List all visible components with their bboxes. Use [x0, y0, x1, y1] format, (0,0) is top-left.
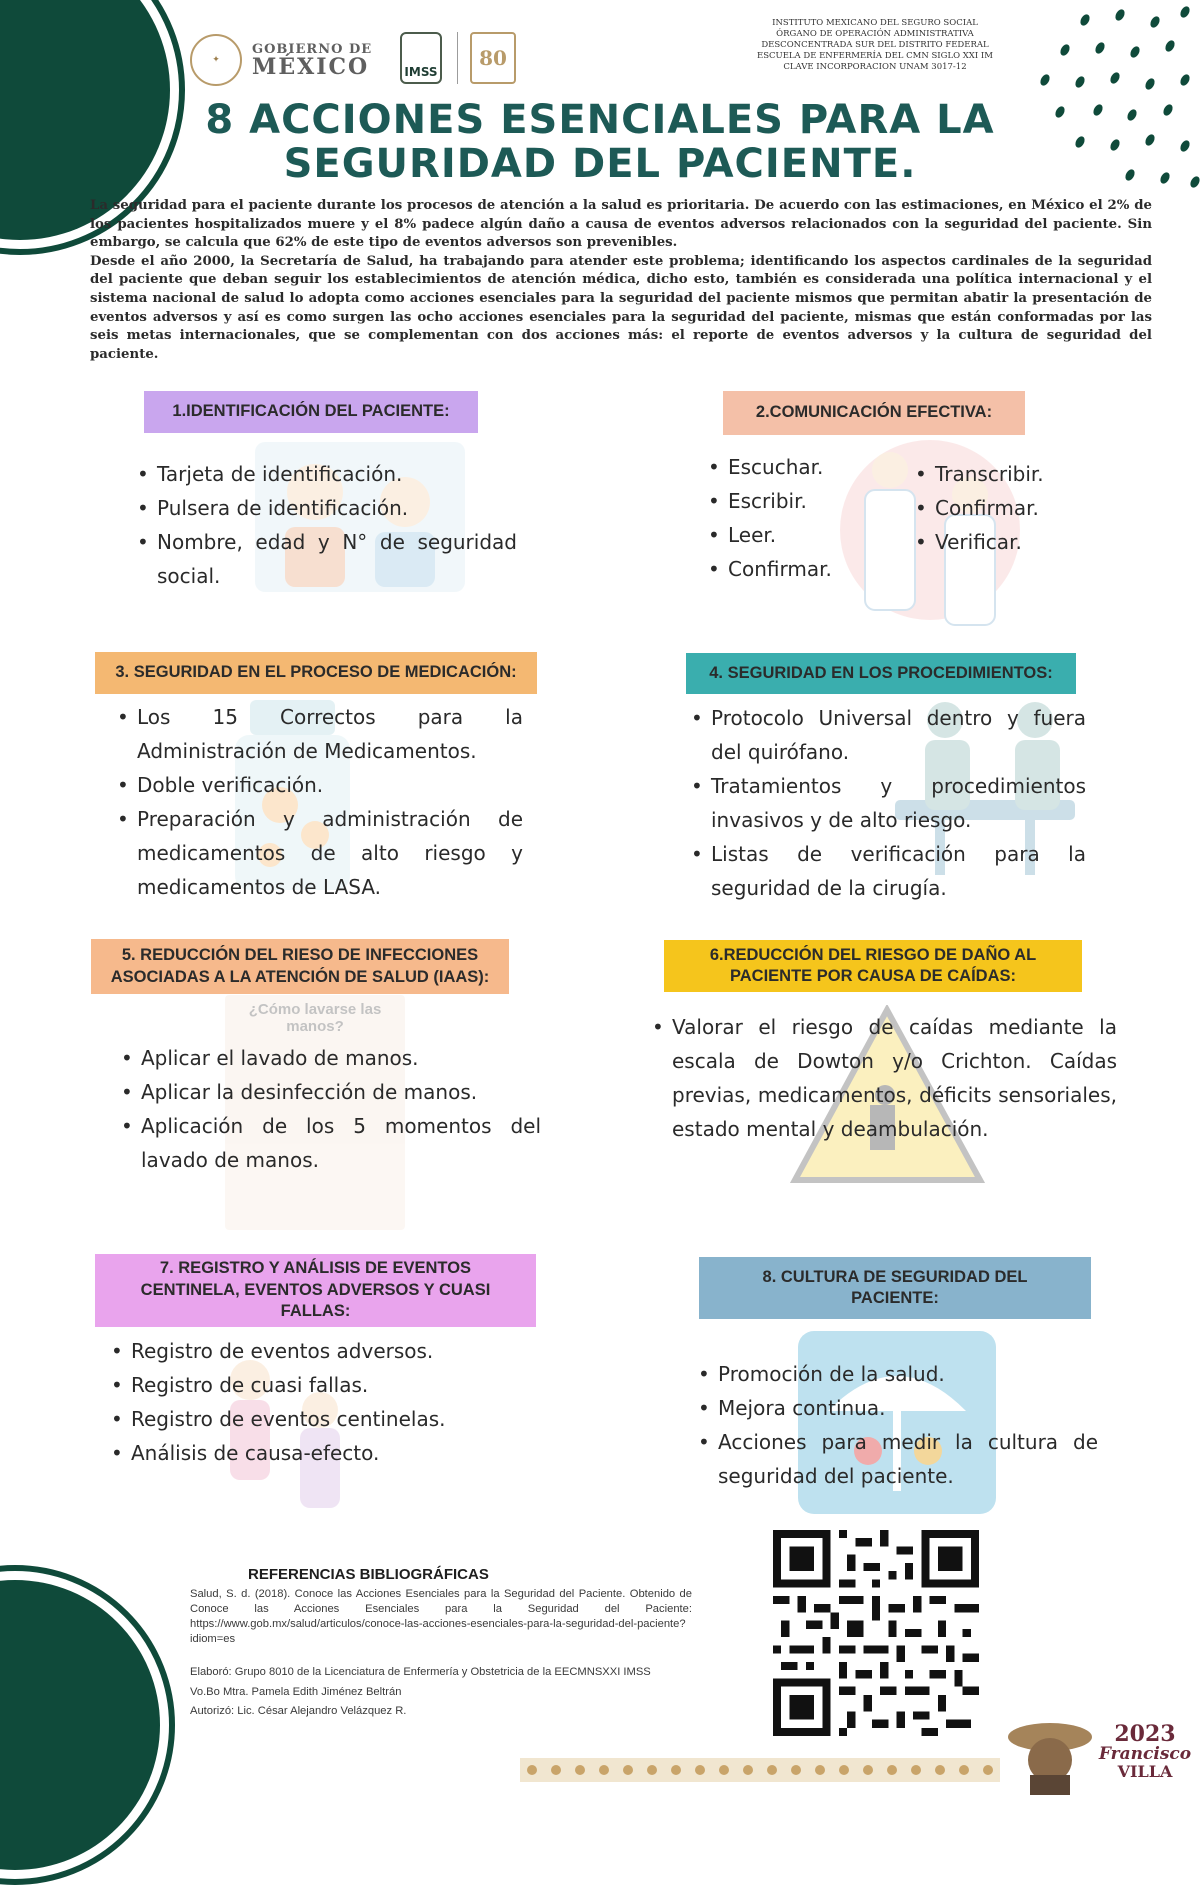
section-7-title-line-1: 7. REGISTRO Y ANÁLISIS DE EVENTOS — [159, 1259, 472, 1278]
list-item: • Mejora continua. — [698, 1391, 1098, 1425]
section-1-title: 1.IDENTIFICACIÓN DEL PACIENTE: — [172, 402, 450, 421]
list-item: • Preparación y administración de medicamentos de alto riesgo y medicamentos de LASA. — [117, 802, 523, 904]
credit-autorizo: Autorizó: Lic. César Alejandro Velázquez R. — [190, 1705, 407, 1718]
section-7-title-line-3: FALLAS: — [280, 1302, 351, 1321]
list-item: • Leer. — [708, 518, 888, 552]
institution-block — [730, 18, 1020, 73]
section-8-title-line-2: PACIENTE: — [851, 1289, 939, 1307]
list-item: • Nombre, edad y N° de seguridad social. — [137, 525, 517, 593]
list-item: • Listas de verificación para la seguridad de la cirugía. — [691, 837, 1086, 905]
list-item: • Acciones para medir la cultura de seguridad del paciente. — [698, 1425, 1098, 1493]
credit-elaboro: Elaboró: Grupo 8010 de la Licenciatura de Enfermería y Obstetricia de la EECMNSXXI IMSS — [190, 1666, 651, 1678]
section-6-title-line-1: 6.REDUCCIÓN DEL RIESGO DE DAÑO AL — [709, 945, 1037, 964]
institution-line: DESCONCENTRADA SUR DEL DISTRITO FEDERAL — [761, 40, 989, 51]
decorative-ring-bottom-left — [0, 1565, 175, 1885]
list-item: • Registro de eventos centinelas. — [111, 1402, 531, 1436]
section-3-title: 3. SEGURIDAD EN EL PROCESO DE MEDICACIÓN: — [115, 663, 517, 682]
list-item: • Escribir. — [708, 484, 888, 518]
logo-divider — [457, 32, 458, 84]
list-item: • Protocolo Universal dentro y fuera del quirófano. — [691, 701, 1086, 769]
list-item: • Aplicar el lavado de manos. — [121, 1041, 541, 1075]
list-item: • Promoción de la salud. — [698, 1357, 1098, 1391]
section-8-list — [698, 1357, 1098, 1493]
list-item: • Registro de cuasi fallas. — [111, 1368, 531, 1402]
list-item: • Registro de eventos adversos. — [111, 1334, 531, 1368]
gob-line-1: GOBIERNO DE — [252, 41, 373, 57]
institution-line: ÓRGANO DE OPERACIÓN ADMINISTRATIVA — [776, 29, 974, 40]
section-8-title-line-1: 8. CULTURA DE SEGURIDAD DEL — [762, 1267, 1028, 1286]
intro-text — [90, 197, 1152, 364]
list-item: • Los 15 Correctos para la Administración de Medicamentos. — [117, 700, 523, 768]
institution-line: INSTITUTO MEXICANO DEL SEGURO SOCIAL — [772, 18, 978, 28]
mexico-seal-icon: ✦ — [190, 34, 242, 86]
credits-block — [190, 1663, 670, 1722]
section-2-header — [723, 391, 1025, 435]
credit-vobo: Vo.Bo Mtra. Pamela Edith Jiménez Beltrán — [190, 1685, 402, 1698]
anniversary-number: 80 — [479, 46, 507, 70]
institution-line: CLAVE INCORPORACION UNAM 3017-12 — [783, 62, 967, 73]
list-item: • Análisis de causa-efecto. — [111, 1436, 531, 1470]
list-item: • Aplicación de los 5 momentos del lavado de manos. — [121, 1109, 541, 1177]
page-title — [90, 98, 1110, 186]
list-item: • Tratamientos y procedimientos invasivos y de alto riesgo. — [691, 769, 1086, 837]
section-6-title-line-2: PACIENTE POR CAUSA DE CAÍDAS: — [729, 967, 1017, 985]
section-8-header — [699, 1257, 1091, 1319]
section-5-title-line-2: ASOCIADAS A LA ATENCIÓN DE SALUD (IAAS): — [110, 967, 490, 986]
imss-logo — [400, 32, 442, 84]
section-7-header — [95, 1254, 536, 1327]
section-6-header — [664, 940, 1082, 992]
title-line-1: 8 ACCIONES ESENCIALES PARA LA — [205, 97, 995, 143]
section-2-list-left — [708, 450, 888, 586]
section-5-title-line-1: 5. REDUCCIÓN DEL RIESO DE INFECCIONES — [121, 946, 479, 965]
section-7-title-line-2: CENTINELA, EVENTOS ADVERSOS Y CUASI — [140, 1280, 491, 1299]
list-item: • Valorar el riesgo de caídas mediante la escala de Dowton y/o Crichton. Caídas previas, medicamentos, déficits sensoriales, estado mental y deambulación. — [652, 1010, 1117, 1146]
section-7-list — [111, 1334, 531, 1470]
section-2-list-right — [915, 457, 1075, 559]
villa-name-1: Francisco — [1098, 1744, 1192, 1764]
list-item: • Confirmar. — [915, 491, 1075, 525]
list-item: • Confirmar. — [708, 552, 888, 586]
section-5-list — [121, 1041, 541, 1177]
list-item: • Pulsera de identificación. — [137, 491, 517, 525]
list-item: • Escuchar. — [708, 450, 888, 484]
section-3-header — [95, 652, 537, 694]
villa-name-2: VILLA — [1117, 1761, 1173, 1781]
list-item: • Aplicar la desinfección de manos. — [121, 1075, 541, 1109]
qr-code[interactable] — [773, 1530, 979, 1736]
list-item: • Doble verificación. — [117, 768, 523, 802]
anniversary-logo — [470, 32, 516, 84]
intro-paragraph-1: La seguridad para el paciente durante los procesos de atención a la salud es prioritaria. De acuerdo con las estimaciones, en México el 2% de los pacientes hospitalizados muere y el 8% padece algún daño a causa de eventos adversos relacionados con la seguridad del paciente. Sin embargo, se calcula que 62% de este tipo de eventos adversos son prevenibles. — [90, 198, 1152, 251]
section-1-header — [144, 391, 478, 433]
gobierno-de-mexico-logo — [190, 30, 390, 90]
list-item: • Verificar. — [915, 525, 1075, 559]
imss-label: IMSS — [404, 65, 438, 79]
section-1-list — [137, 457, 517, 593]
references-title: REFERENCIAS BIBLIOGRÁFICAS — [248, 1566, 489, 1583]
handwashing-poster-caption: ¿Cómo lavarse las manos? — [248, 1001, 382, 1035]
section-5-header — [91, 939, 509, 994]
title-line-2: SEGURIDAD DEL PACIENTE. — [283, 141, 917, 187]
section-6-list — [652, 1010, 1117, 1146]
list-item: • Tarjeta de identificación. — [137, 457, 517, 491]
institution-line: ESCUELA DE ENFERMERÍA DEL CMN SIGLO XXI IM — [757, 51, 993, 62]
section-3-list — [117, 700, 523, 904]
villa-badge — [1090, 1723, 1200, 1780]
villa-year: 2023 — [1114, 1721, 1176, 1747]
intro-paragraph-2: Desde el año 2000, la Secretaría de Salud, ha trabajando para atender este problema; identificando los aspectos cardinales de la seguridad del paciente que deban seguir los establecimientos de atención médica, dicho esto, también es considerada una política internacional y el sistema nacional de salud lo adopta como acciones esenciales para la seguridad del paciente mismos que permitan abatir la presentación de eventos adversos y así es como surgen las ocho acciones esenciales para la seguridad del paciente, mismas que están conformadas por las seis metas internacionales, que se complementan con dos acciones más: el reporte de eventos adversos y la cultura de seguridad del paciente. — [90, 253, 1152, 362]
gob-line-2: MÉXICO — [252, 53, 370, 80]
decorative-band — [520, 1758, 1000, 1782]
section-4-list — [691, 701, 1086, 905]
section-4-title: 4. SEGURIDAD EN LOS PROCEDIMIENTOS: — [709, 663, 1053, 682]
reference-entry: Salud, S. d. (2018). Conoce las Acciones Esenciales para la Seguridad del Paciente. Obtenido de Conoce las Acciones Esenciales para la Seguridad del Paciente: https://www.gob.mx/salud/articulos/conoce-las-acciones-esenciales-para-la-seguridad-del-paciente?idiom=es — [190, 1588, 692, 1646]
section-2-title: 2.COMUNICACIÓN EFECTIVA: — [755, 403, 993, 422]
references-text — [190, 1587, 692, 1647]
section-4-header — [686, 653, 1076, 694]
list-item: • Transcribir. — [915, 457, 1075, 491]
